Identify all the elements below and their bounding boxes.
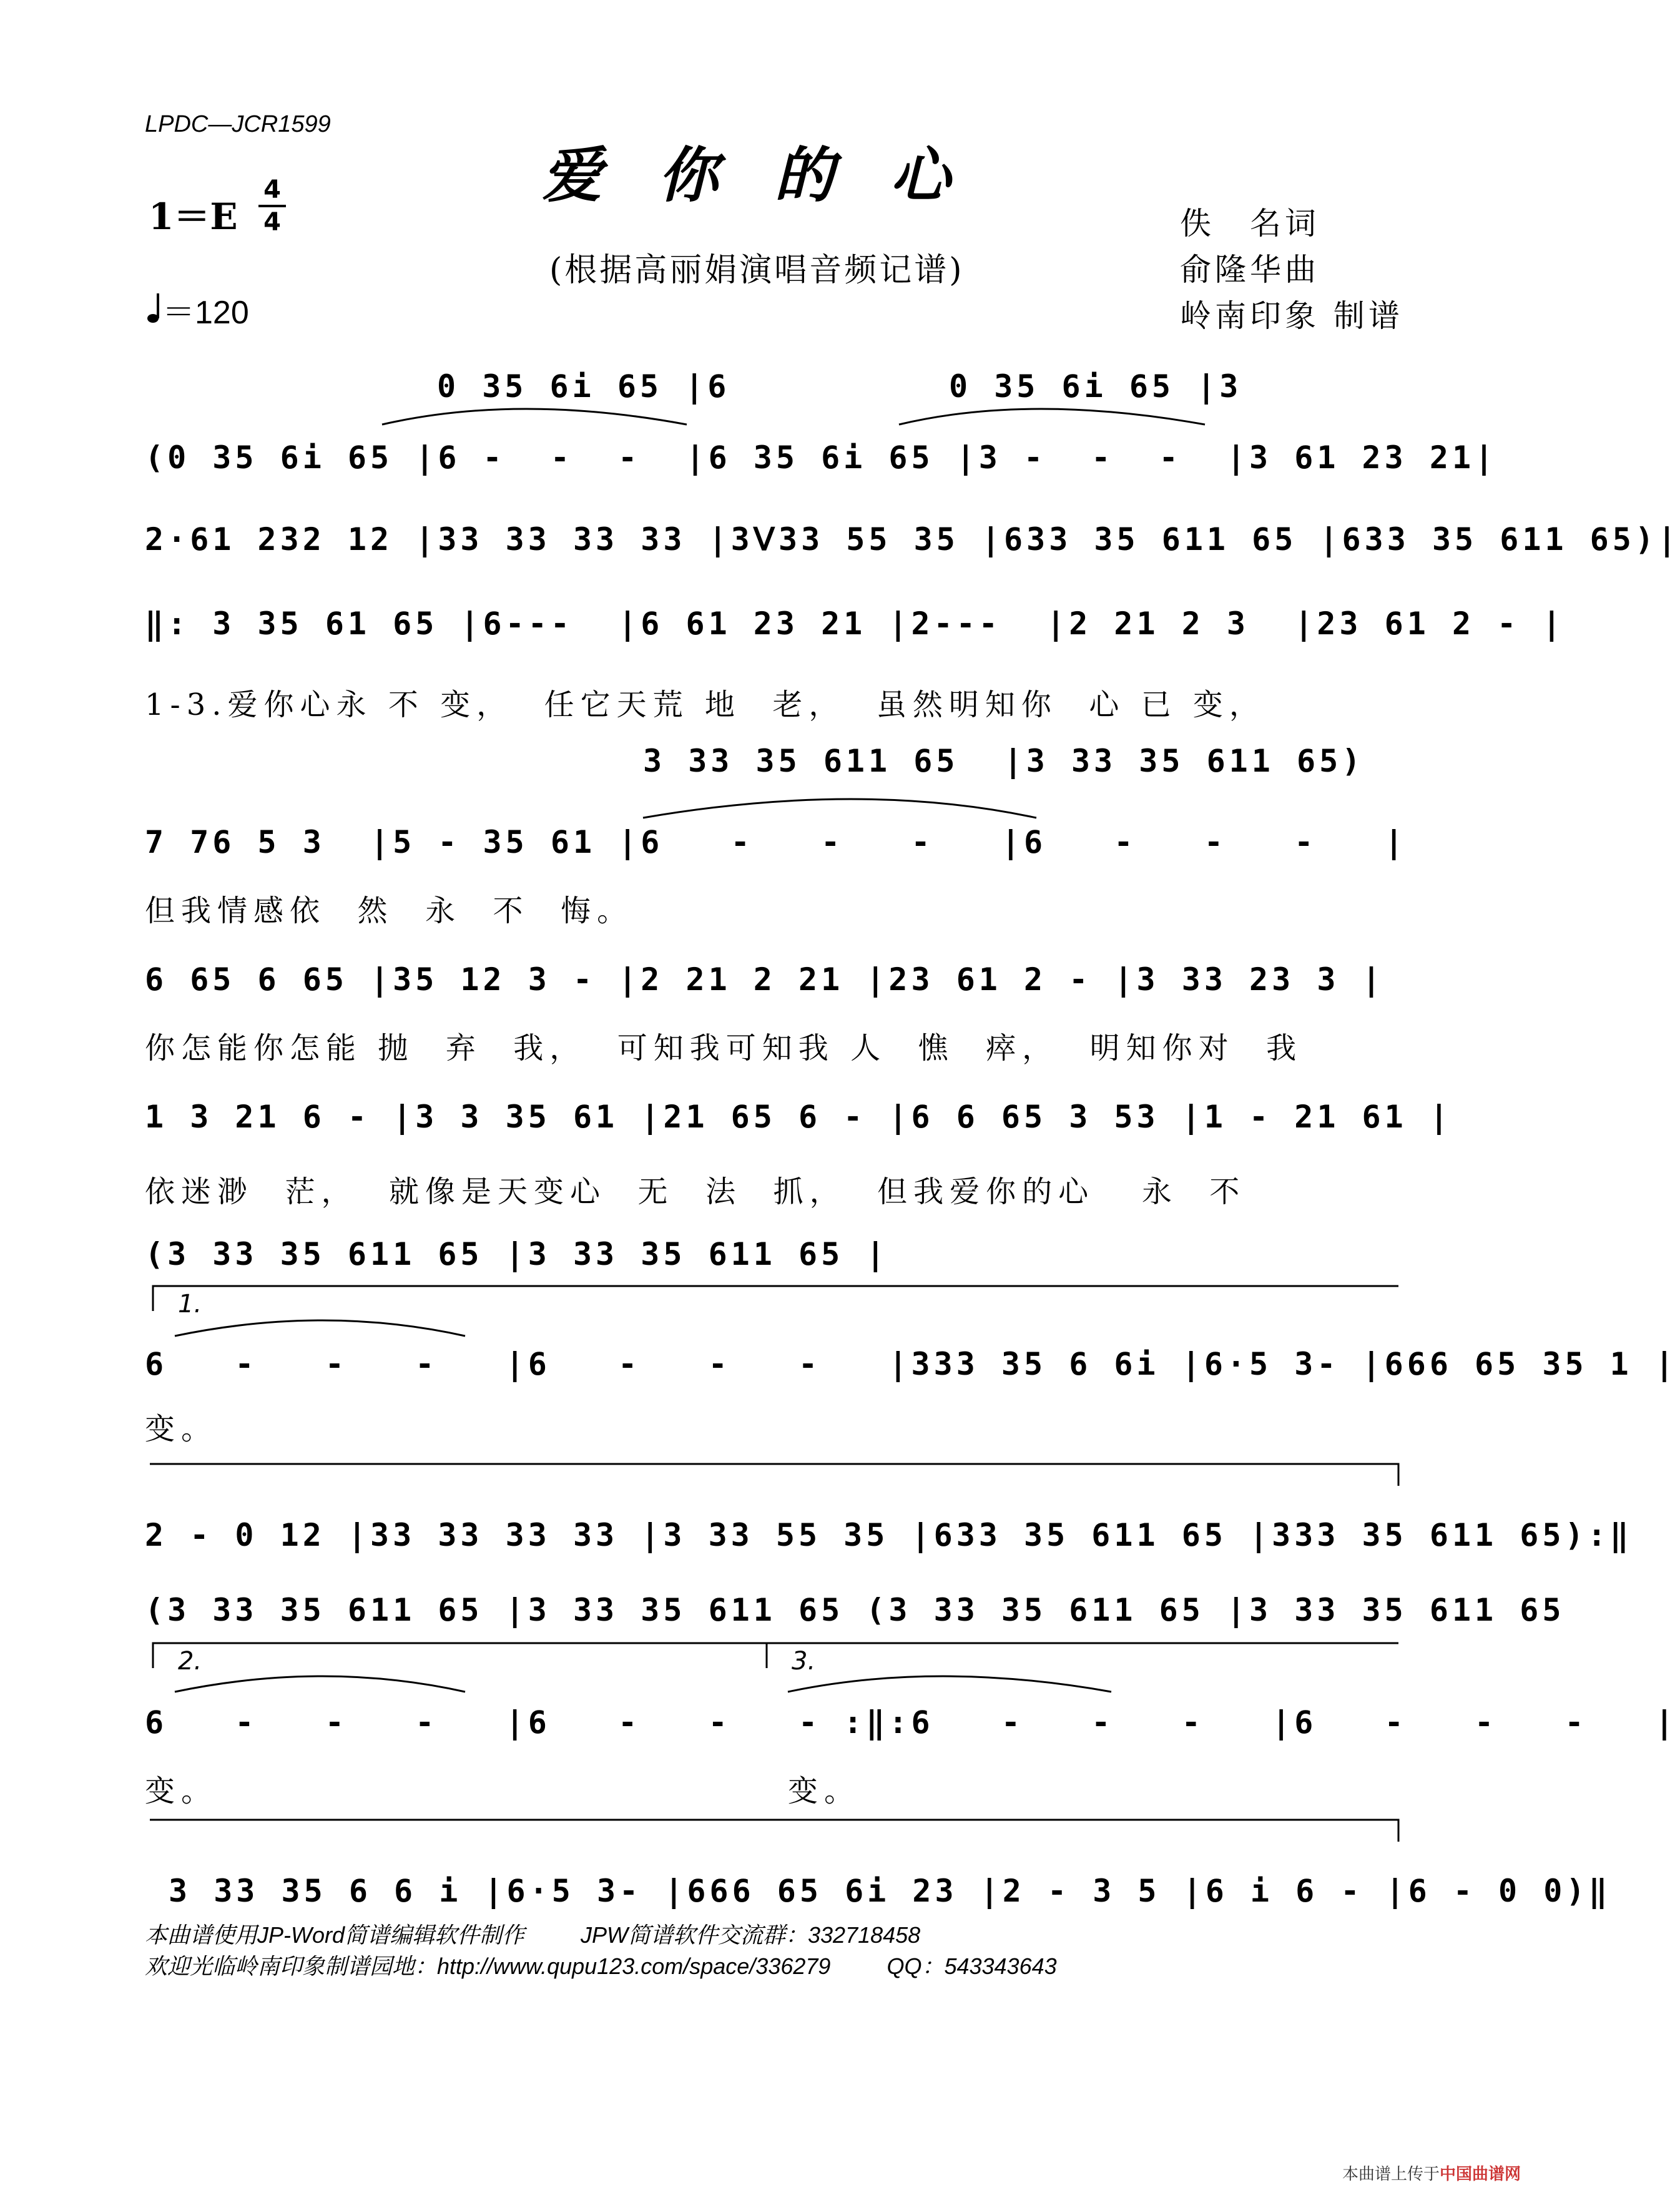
notation-line: 0 35 6i 65 |3: [949, 368, 1242, 405]
footer-group: JPW简谱软件交流群：332718458: [581, 1922, 921, 1948]
slur: [175, 1320, 465, 1336]
slur: [382, 409, 687, 425]
notation-line: 3 33 35 6 6 i |6·5 3- |666 65 6i 23 |2 - 3 5 |6 i 6 - |6 - 0 0)‖: [169, 1873, 1611, 1909]
footer-line-2: [145, 1949, 1057, 1981]
footer-software: 本曲谱使用JP-Word简谱编辑软件制作: [145, 1922, 525, 1948]
time-signature-top: 4: [263, 175, 281, 204]
notation-line: (3 33 35 611 65 |3 33 35 611 65 (3 33 35 611 65 |3 33 35 611 65: [145, 1592, 1565, 1628]
slur: [643, 799, 1036, 818]
notation-line: ‖: 3 35 61 65 |6--- |6 61 23 21 |2--- |2 21 2 3 |23 61 2 - |: [145, 606, 1565, 642]
notation-line: (0 35 6i 65 |6 - - - |6 35 6i 65 |3 - - - |3 61 23 21|: [145, 439, 1498, 476]
lyrics-line: 变。: [145, 1412, 218, 1446]
credit-transcriber: 岭南印象 制谱: [1180, 298, 1403, 334]
volta-label: 2.: [178, 1647, 202, 1676]
notation-line: 1 3 21 6 - |3 3 35 61 |21 65 6 - |6 6 65 3 53 |1 - 21 61 |: [145, 1099, 1452, 1135]
subtitle: (根据高丽娟演唱音频记谱): [549, 252, 965, 289]
notation-line: 7 76 5 3 |5 - 35 61 |6 - - - |6 - - - |: [145, 824, 1407, 860]
footer-website: 欢迎光临岭南印象制谱园地：http://www.qupu123.com/space/336279: [145, 1953, 831, 1979]
volta-label: 1.: [178, 1290, 202, 1318]
notation-line: 0 35 6i 65 |6: [437, 368, 730, 405]
notation-line: 6 65 6 65 |35 12 3 - |2 21 2 21 |23 61 2 - |3 33 23 3 |: [145, 961, 1385, 998]
volta-label: 3.: [792, 1647, 816, 1676]
key-signature: 1＝E: [149, 195, 238, 238]
watermark: [1342, 2161, 1521, 2184]
notation-line: 2 - 0 12 |33 33 33 33 |3 33 55 35 |633 35 611 65 |333 35 611 65):‖: [145, 1517, 1633, 1553]
score-code: LPDC—JCR1599: [145, 111, 331, 137]
volta-bracket: [153, 1286, 1398, 1311]
volta-bracket: [153, 1643, 768, 1668]
credit-lyricist: 佚 名词: [1180, 205, 1320, 242]
tempo-value: ＝120: [162, 295, 249, 331]
watermark-text: 本曲谱上传于: [1342, 2165, 1440, 2184]
lyrics-line: 1-3.爱你心永 不 变， 任它天荒 地 老， 虽然明知你 心 已 变，: [145, 687, 1265, 722]
watermark-brand: 中国曲谱网: [1440, 2165, 1521, 2184]
volta-bracket: [767, 1643, 1398, 1668]
slur: [899, 409, 1205, 425]
footer-line-1: [145, 1918, 920, 1950]
slur: [175, 1676, 465, 1692]
time-signature-bottom: 4: [263, 208, 281, 237]
notation-line: 6 - - - |6 - - - :‖:6 - - - |6 - - - |: [145, 1704, 1678, 1741]
notation-line: (3 33 35 611 65 |3 33 35 611 65 |: [145, 1236, 889, 1272]
footer-qq: QQ：543343643: [887, 1953, 1057, 1979]
slur: [788, 1676, 1111, 1692]
credit-composer: 俞隆华曲: [1180, 252, 1320, 288]
lyrics-line: 你怎能你怎能 抛 弃 我， 可知我可知我 人 憔 瘁， 明知你对 我: [145, 1031, 1303, 1066]
notation-line: 3 33 35 611 65 |3 33 35 611 65): [643, 743, 1365, 779]
lyrics-line: 依迷渺 茫， 就像是天变心 无 法 抓， 但我爱你的心 永 不: [145, 1174, 1246, 1209]
lyrics-line: 变。: [145, 1774, 218, 1809]
notation-line: 6 - - - |6 - - - |333 35 6 6i |6·5 3- |666 65 35 1 |: [145, 1346, 1678, 1382]
song-title: 爱你的心: [542, 140, 1006, 210]
notation-line: 2·61 232 12 |33 33 33 33 |3ᐯ33 55 35 |633 35 611 65 |633 35 611 65)|: [145, 521, 1680, 557]
lyrics-line: 但我情感依 然 永 不 悔。: [145, 893, 634, 928]
volta-bracket: [150, 1464, 1398, 1486]
volta-bracket: [150, 1820, 1398, 1842]
lyrics-line: 变。: [788, 1774, 861, 1809]
